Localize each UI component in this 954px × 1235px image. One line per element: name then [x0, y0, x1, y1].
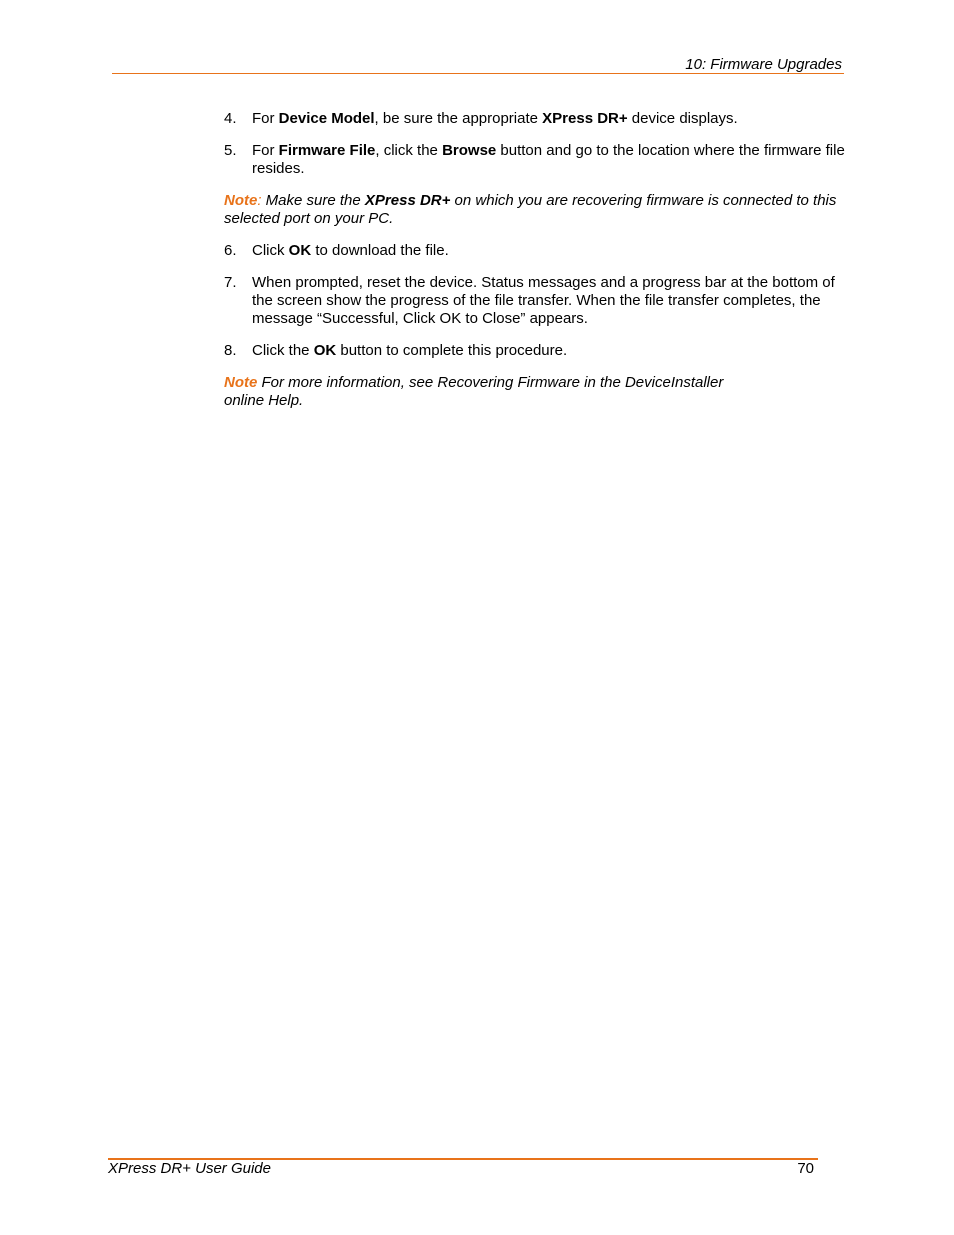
step-text: [252, 242, 449, 259]
ui-term-ok: OK: [313, 342, 337, 359]
text-run: on which you are recovering firmware is connected to this selected port on your PC.: [224, 192, 837, 227]
note-text-line2: online Help.: [224, 392, 304, 409]
note-colon: :: [257, 192, 262, 209]
text-run: , click the: [375, 142, 443, 159]
note-text-line1: For more information, see Recovering Firmware in the DeviceInstaller: [257, 374, 724, 391]
step-number: 8.: [224, 342, 237, 359]
step-4: [224, 110, 846, 128]
note-label: Note: [224, 192, 258, 209]
step-7: [224, 274, 846, 328]
step-number: 5.: [224, 142, 237, 159]
text-run: device displays.: [627, 110, 738, 127]
text-run: Click the: [252, 342, 314, 359]
page-number: 70: [797, 1160, 814, 1177]
page-body: [224, 110, 846, 424]
step-text: When prompted, reset the device. Status messages and a progress bar at the bottom of the screen show the progress of the file transfer. When the file transfer completes, the message “Successful, Click OK to Close” appears.: [252, 274, 835, 327]
product-name: XPress DR+: [364, 192, 451, 209]
step-text: [252, 110, 738, 127]
ui-term-device-model: Device Model: [278, 110, 375, 127]
text-run: Click: [252, 242, 289, 259]
product-name: XPress DR+: [542, 110, 628, 127]
text-run: , be sure the appropriate: [374, 110, 543, 127]
header-divider: [112, 73, 844, 74]
step-number: 6.: [224, 242, 237, 259]
note-more-info: [224, 374, 846, 410]
guide-title: XPress DR+ User Guide: [108, 1160, 271, 1177]
step-6: [224, 242, 846, 260]
note-port: [224, 192, 846, 228]
note-label: Note: [224, 374, 258, 391]
ui-term-ok: OK: [288, 242, 312, 259]
ui-term-firmware-file: Firmware File: [278, 142, 376, 159]
text-run: to download the file.: [311, 242, 449, 259]
text-run: button to complete this procedure.: [336, 342, 568, 359]
section-title: 10: Firmware Upgrades: [685, 56, 842, 73]
text-run: button and go to the location where the firmware file resides.: [252, 142, 845, 177]
step-8: [224, 342, 846, 360]
step-number: 7.: [224, 274, 237, 291]
step-text: [252, 342, 567, 359]
step-5: [224, 142, 846, 178]
text-run: For: [252, 110, 279, 127]
text-run: Make sure the: [261, 192, 365, 209]
text-run: For: [252, 142, 279, 159]
step-text: [252, 142, 845, 177]
step-number: 4.: [224, 110, 237, 127]
ui-term-browse: Browse: [442, 142, 497, 159]
